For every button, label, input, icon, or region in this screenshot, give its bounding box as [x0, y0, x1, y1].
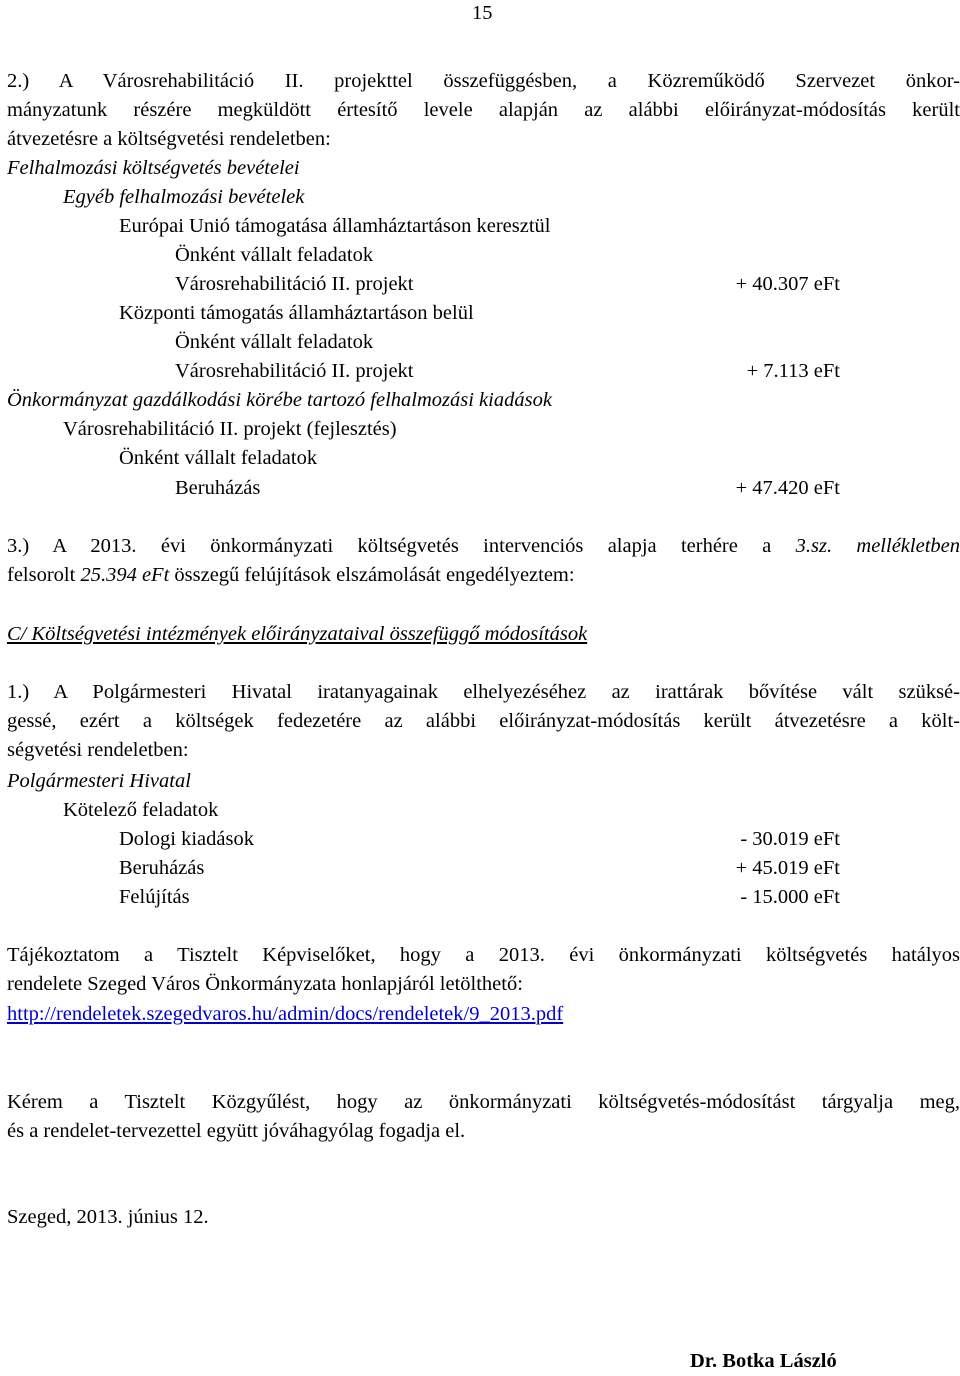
paragraph-c1-line-1: 1.) A Polgármesteri Hivatal iratanyagainak elhelyezéséhez az irattárak bővítése vált szüksé- — [7, 681, 960, 703]
amount-3: + 47.420 eFt — [735, 477, 840, 499]
paragraph-3-text-1: 3.) A 2013. évi önkormányzati költségvetés intervenciós alapja terhére a — [7, 535, 796, 557]
material-expenses-label: Dologi kiadások — [119, 828, 254, 850]
mandatory-tasks-label: Kötelező feladatok — [63, 799, 219, 821]
annex-reference: 3.sz. mellékletben — [795, 535, 960, 557]
paragraph-c1-line-2: gessé, ezért a költségek fedezetére az alábbi előirányzat-módosítás került átvezetésre a költ- — [7, 710, 960, 732]
paragraph-3 — [7, 532, 960, 590]
request-line-1: Kérem a Tisztelt Közgyűlést, hogy az önkormányzati költségvetés-módosítást tárgyalja meg, — [7, 1091, 960, 1113]
renovation-amount: 25.394 eFt — [80, 564, 170, 586]
investment-label: Beruházás — [175, 477, 261, 499]
regulation-link[interactable]: http://rendeletek.szegedvaros.hu/admin/docs/rendeletek/9_2013.pdf — [7, 1003, 564, 1025]
revenue-heading: Felhalmozási költségvetés bevételei — [7, 157, 300, 179]
urban-rehab-label-1: Városrehabilitáció II. projekt — [175, 273, 414, 295]
paragraph-c1-line-3: ségvetési rendeletben: — [7, 739, 189, 761]
voluntary-tasks-label-3: Önként vállalt feladatok — [119, 447, 318, 469]
paragraph-3-text-2: felsorolt — [7, 564, 81, 586]
renovation-label: Felújítás — [119, 886, 190, 908]
amount-1: + 40.307 eFt — [735, 273, 840, 295]
paragraph-2-line-1: 2.) A Városrehabilitáció II. projekttel összefüggésben, a Közreműködő Szervezet önkor- — [7, 70, 960, 92]
info-line-1: Tájékoztatom a Tisztelt Képviselőket, hogy a 2013. évi önkormányzati költségvetés hatályos — [7, 944, 960, 966]
investment-amount-c1: + 45.019 eFt — [735, 857, 840, 879]
paragraph-3-line-1 — [7, 532, 960, 561]
voluntary-tasks-label-2: Önként vállalt feladatok — [175, 331, 374, 353]
request-paragraph — [7, 1088, 960, 1146]
central-support-label: Központi támogatás államháztartáson belül — [119, 302, 474, 324]
eu-support-label: Európai Unió támogatása államháztartáson keresztül — [119, 215, 551, 237]
paragraph-2-line-2: mányzatunk részére megküldött értesítő levele alapján az alábbi előirányzat-módosítás került — [7, 99, 960, 121]
page-number: 15 — [472, 2, 493, 24]
signature-name: Dr. Botka László — [690, 1350, 837, 1372]
request-line-2: és a rendelet-tervezettel együtt jóváhagyólag fogadja el. — [7, 1120, 466, 1142]
info-paragraph — [7, 941, 960, 999]
amount-2: + 7.113 eFt — [746, 360, 840, 382]
paragraph-2 — [7, 67, 960, 154]
info-line-2: rendelete Szeged Város Önkormányzata honlapjáról letölthető: — [7, 973, 523, 995]
paragraph-2-line-3: átvezetésre a költségvetési rendeletben: — [7, 128, 331, 150]
urban-rehab-label-2: Városrehabilitáció II. projekt — [175, 360, 414, 382]
other-capital-revenue-heading: Egyéb felhalmozási bevételek — [63, 186, 305, 208]
paragraph-3-text-3: összegű felújítások elszámolását engedélyeztem: — [169, 564, 575, 586]
investment-label-c1: Beruházás — [119, 857, 205, 879]
date-line: Szeged, 2013. június 12. — [7, 1206, 209, 1228]
capital-expenditure-heading: Önkormányzat gazdálkodási körébe tartozó felhalmozási kiadások — [7, 389, 552, 411]
section-c-heading: C/ Költségvetési intézmények előirányzataival összefüggő módosítások — [7, 623, 588, 645]
paragraph-c1 — [7, 678, 960, 765]
mayors-office-heading: Polgármesteri Hivatal — [7, 770, 191, 792]
renovation-amount-c1: - 15.000 eFt — [740, 886, 840, 908]
urban-rehab-development-label: Városrehabilitáció II. projekt (fejlesztés) — [63, 418, 397, 440]
paragraph-3-line-2 — [7, 561, 960, 590]
material-expenses-amount: - 30.019 eFt — [740, 828, 840, 850]
voluntary-tasks-label-1: Önként vállalt feladatok — [175, 244, 374, 266]
